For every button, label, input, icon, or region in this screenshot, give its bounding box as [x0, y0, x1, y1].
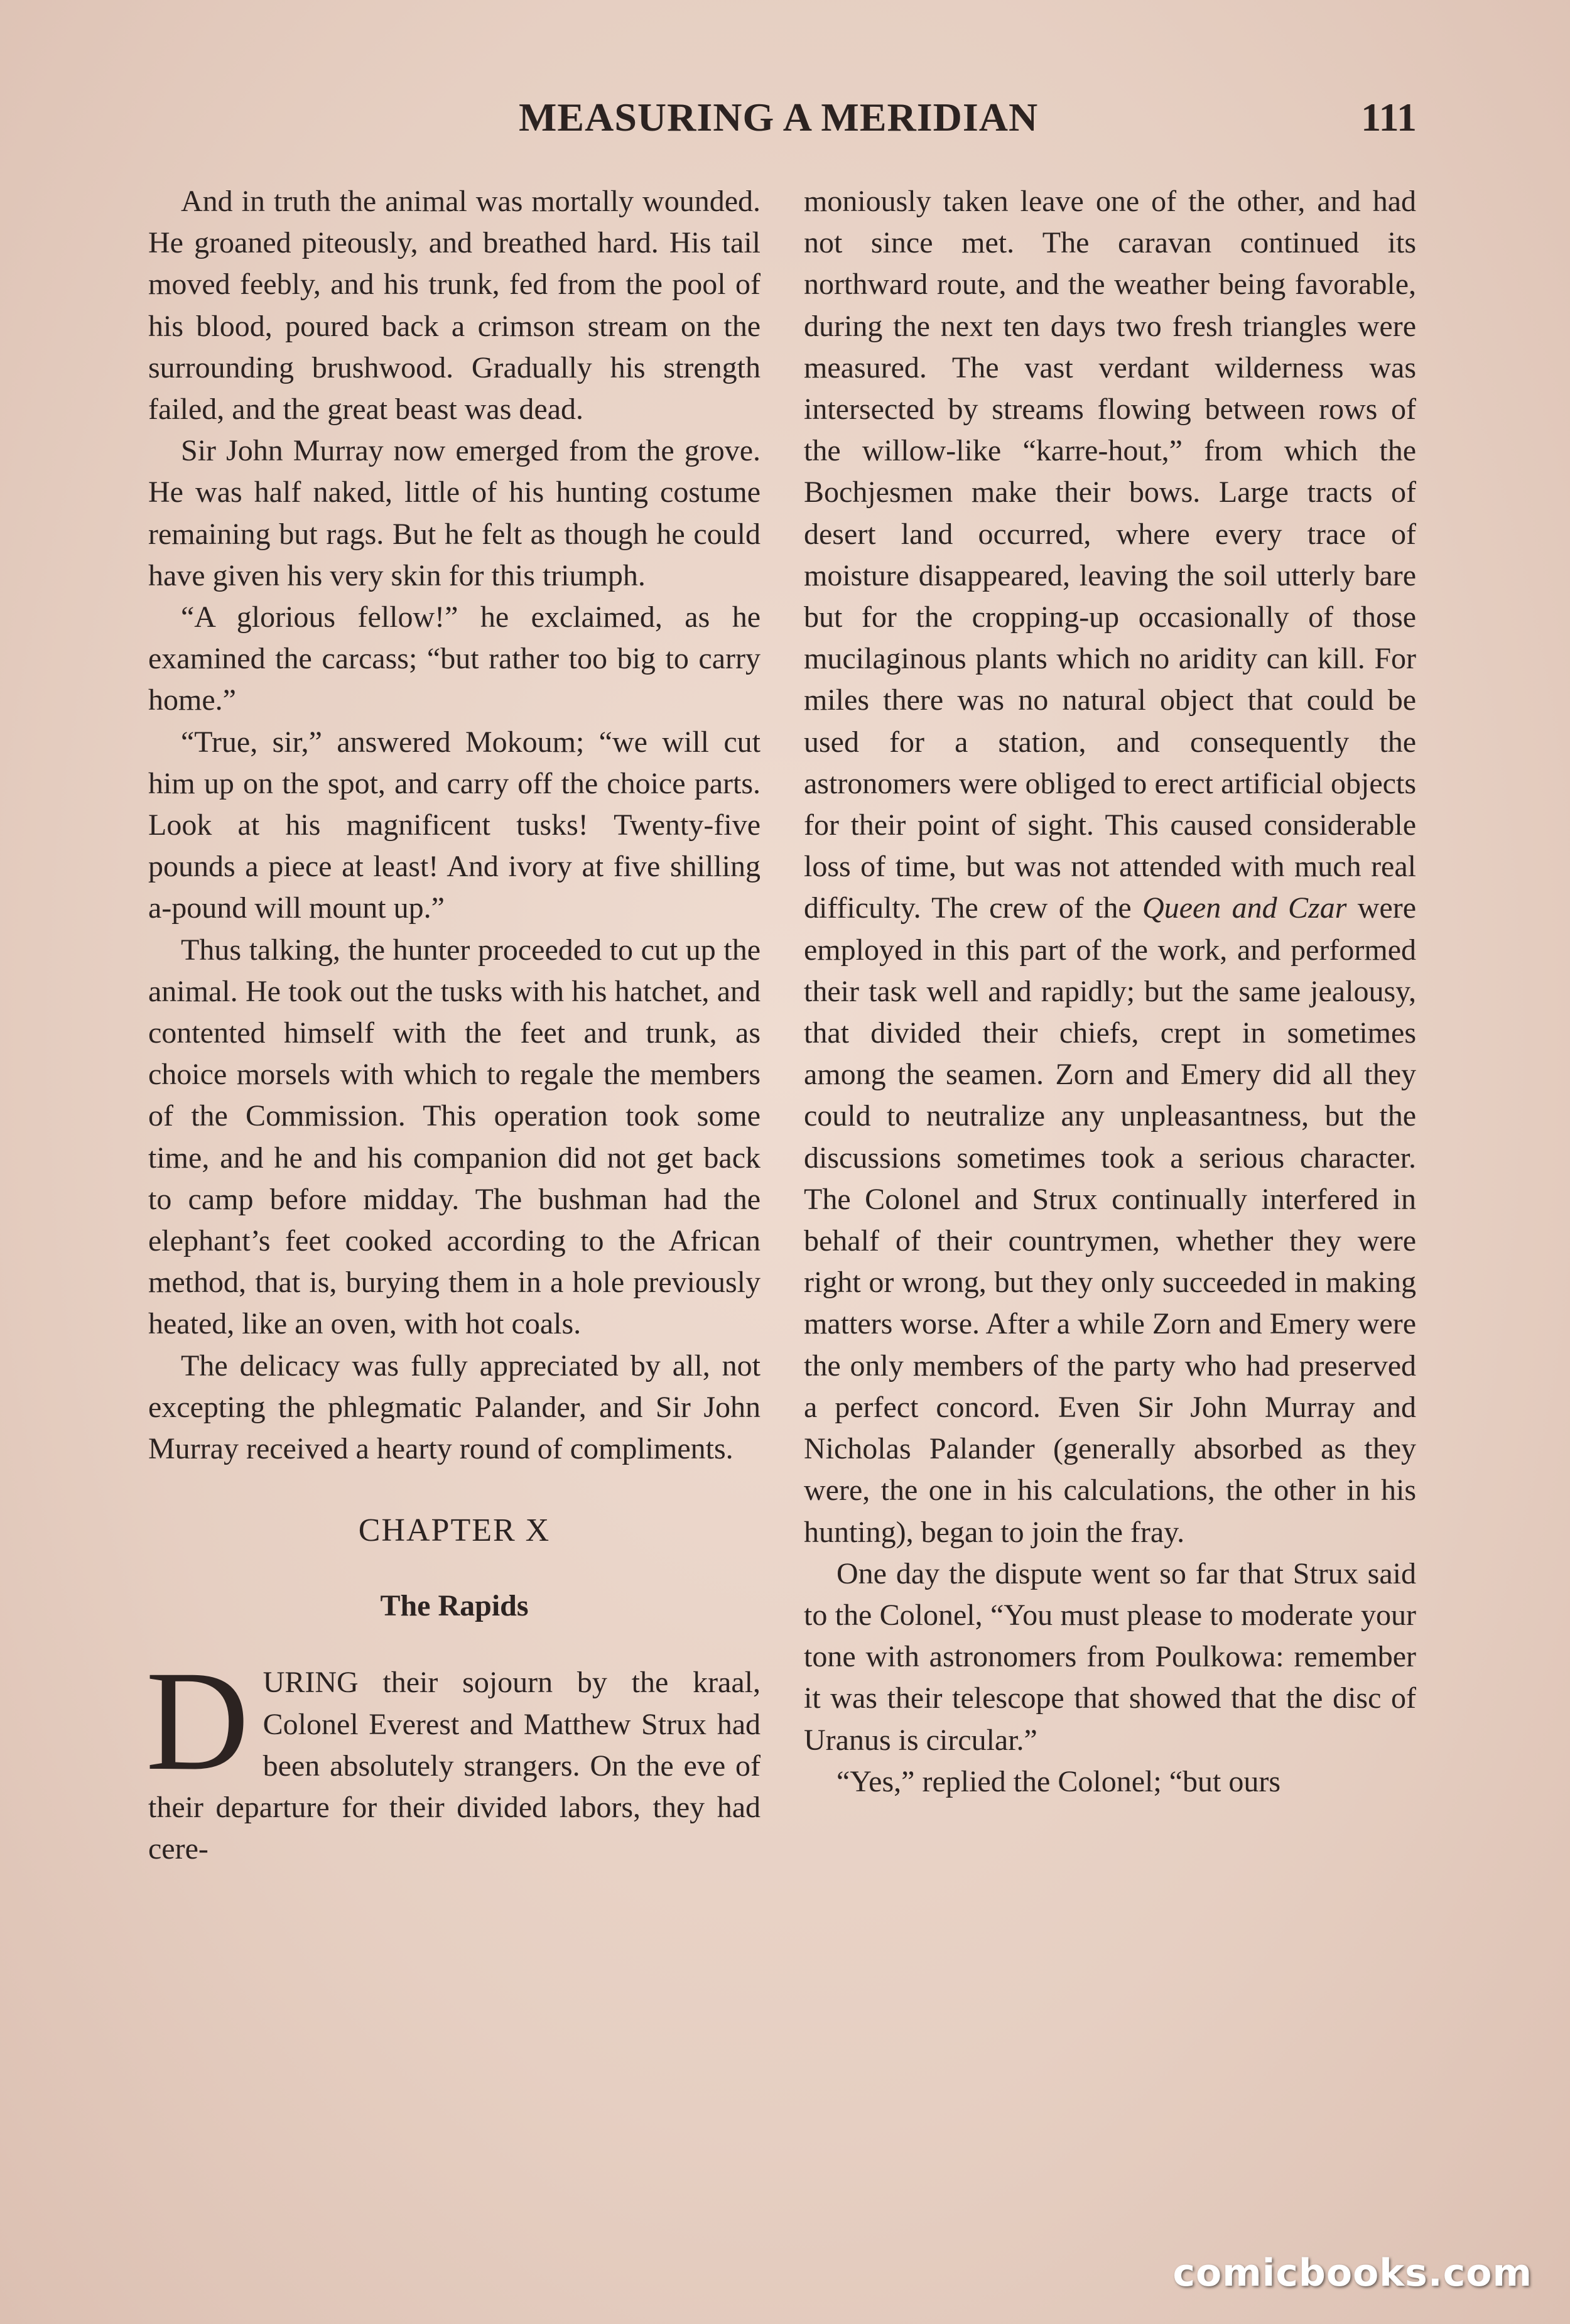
running-head: MEASURING A MERIDIAN	[519, 95, 1039, 139]
watermark: comicbooks.com	[1172, 2251, 1532, 2295]
paragraph: The delicacy was fully appreciated by all, not excepting the phlegmatic Palander, and Sir John Murray received a hearty round of compliments.	[148, 1349, 761, 1466]
paragraph: One day the dispute went so far that Strux said to the Colonel, “You must please to moderate your tone with astronomers from Poulkowa: remember it was their telescope that showed that the disc of Uranus is circular.”	[804, 1556, 1416, 1757]
ship-name: Queen and Czar	[1142, 891, 1347, 925]
page-number: 111	[1361, 95, 1417, 139]
paragraph-text: URING their sojourn by the kraal, Colonel Everest and Matthew Strux had been absolutely strangers. On the eve of their departure for their divided labors, they had cere-	[148, 1666, 761, 1866]
paragraph: “Yes,” replied the Colonel; “but ours	[836, 1764, 1280, 1798]
right-column	[804, 181, 1416, 1803]
paragraph-text: moniously taken leave one of the other, and had not since met. The caravan continued its northward route, and the weather being favorable, during the next ten days two fresh triangles were measured. The vast verdant wilderness was intersected by streams flowing between rows of the willow-like “karre-hout,” from which the Bochjesmen make their bows. Large tracts of desert land occurred, where every trace of moisture disappeared, leaving the soil utterly bare but for the cropping-up occasionally of those mucilaginous plants which no aridity can kill. For miles there was no natural object that could be used for a station, and consequently the astronomers were obliged to erect artificial objects for their point of sight. This caused considerable loss of time, but was not attended with much real difficulty. The crew of the	[804, 185, 1416, 925]
left-column	[148, 181, 761, 1870]
paragraph: And in truth the animal was mortally wounded. He groaned piteously, and breathed hard. His tail moved feebly, and his trunk, fed from the pool of his blood, poured back a crimson stream on the surrounding brushwood. Gradually his strength failed, and the great beast was dead.	[148, 185, 761, 426]
paragraph: “A glorious fellow!” he exclaimed, as he examined the carcass; “but rather too big to carry home.”	[148, 600, 761, 717]
paragraph-text: were employed in this part of the work, and performed their task well and rapidly; but the same jealousy, that divided their chiefs, crept in sometimes among the seamen. Zorn and Emery did all they could to neutralize any unpleasantness, but the discussions sometimes took a serious character. The Colonel and Strux continually interfered in behalf of their countrymen, whether they were right or wrong, but they only succeeded in making matters worse. After a while Zorn and Emery were the only members of the party who had preserved a perfect concord. Even Sir John Murray and Nicholas Palander (generally absorbed as they were, the one in his calculations, the other in his hunting), began to join the fray.	[804, 891, 1417, 1549]
paragraph: Thus talking, the hunter proceeded to cut up the animal. He took out the tusks with his hatchet, and contented himself with the feet and trunk, as choice morsels with which to regale the members of the Commission. This operation took some time, and he and his companion did not get back to camp before midday. The bushman had the elephant’s feet cooked according to the African method, that is, burying them in a hole previously heated, like an oven, with hot coals.	[148, 933, 761, 1341]
chapter-opening-paragraph	[146, 1642, 761, 1870]
chapter-title: CHAPTER X	[358, 1512, 551, 1549]
page-header	[148, 94, 1417, 151]
paragraph: Sir John Murray now emerged from the grove. He was half naked, little of his hunting costume remaining but rags. But he felt as though he could have given his very skin for this triumph.	[148, 434, 761, 592]
drop-cap: D	[146, 1642, 249, 1801]
section-title: The Rapids	[380, 1589, 529, 1623]
paragraph	[804, 181, 1416, 1553]
paragraph: “True, sir,” answered Mokoum; “we will cut him up on the spot, and carry off the choice parts. Look at his magnificent tusks! Twenty-five pounds a piece at least! And ivory at five shilling a-pound will mount up.”	[148, 725, 761, 925]
